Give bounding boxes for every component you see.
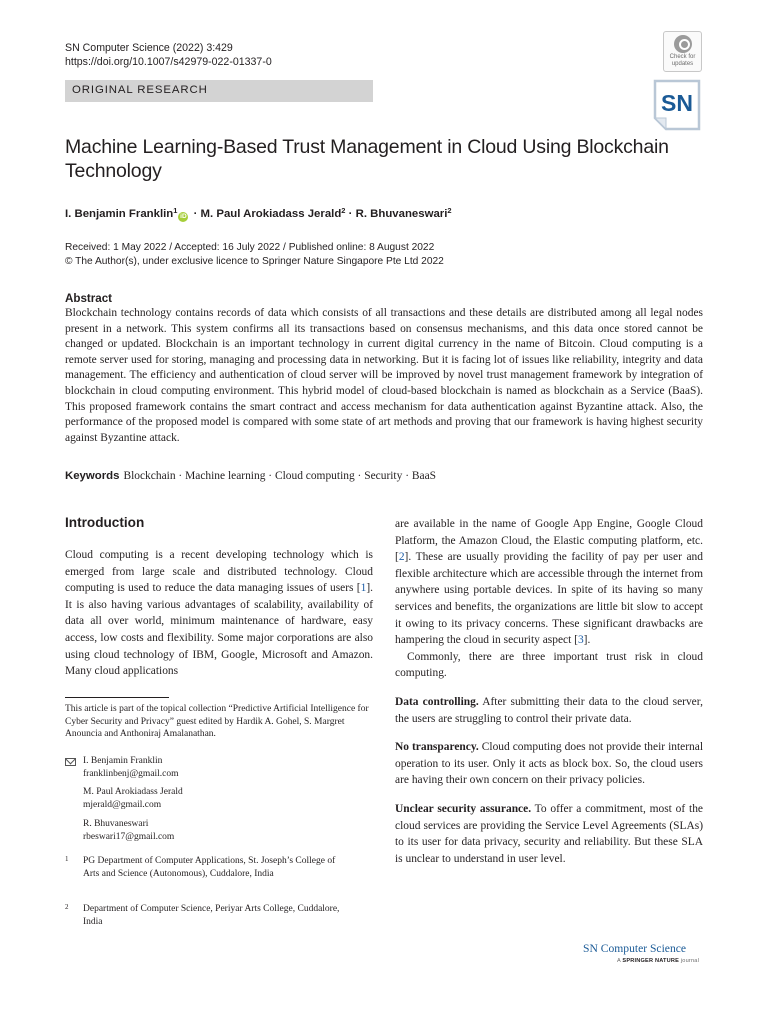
introduction-paragraph: [395, 516, 703, 649]
run-in-heading: Unclear security assurance.: [395, 802, 532, 815]
copyright-line: © The Author(s), under exclusive licence to Springer Nature Singapore Pte Ltd 2022: [65, 256, 444, 267]
affiliation-number: 2: [65, 903, 69, 911]
footnote-divider: [65, 697, 169, 698]
affiliation-number: 1: [65, 855, 69, 863]
footer-journal-name: SN Computer Science: [583, 942, 687, 955]
trust-risk-no-transparency: [395, 739, 703, 789]
article-title: Machine Learning-Based Trust Management in Cloud Using Blockchain Technology: [65, 136, 669, 182]
run-in-heading: Data controlling.: [395, 695, 479, 708]
contact-email[interactable]: mjerald@gmail.com: [83, 799, 162, 810]
abstract-heading: Abstract: [65, 292, 113, 305]
journal-reference: [65, 41, 272, 69]
paragraph-text: Cloud computing is a recent developing technology which is emerged from large scale and distributed technology. Cloud computing is used to reduce the data managing issues of users [: [65, 549, 373, 595]
affiliation-marker: 1: [173, 206, 178, 215]
author-separator: ·: [345, 208, 356, 220]
run-in-heading: No transparency.: [395, 741, 479, 754]
affiliation-text: Department of Computer Science, Periyar Arts College, Cuddalore, India: [83, 904, 340, 927]
sn-journal-logo: [652, 79, 702, 131]
affiliation-marker: 2: [341, 206, 346, 215]
crossmark-icon: [674, 35, 692, 53]
paragraph-text: ]. It is also having various advantages of scalability, availability of data all over world, minimum maintenance of hardware, easy access, low costs and flexibility. Some major corporations are also using cloud technology of IBM, Google, Microsoft and Amazon. Many cloud applications: [65, 582, 373, 678]
keywords-label: Keywords: [65, 470, 120, 482]
publisher-suffix: journal: [679, 958, 700, 964]
introduction-paragraph: Commonly, there are three important trust risk in cloud computing.: [395, 650, 703, 680]
publisher-prefix: A: [617, 958, 623, 964]
paragraph-text: ].: [583, 634, 591, 647]
trust-risk-unclear-security: [395, 801, 703, 867]
paragraph-text: Cloud computing does not provide their internal operation to its user. Only it acts as block box. So, the cloud users are having their own concern on their privacy policies.: [395, 741, 703, 787]
doi-link[interactable]: https://doi.org/10.1007/s42979-022-01337-0: [65, 56, 272, 68]
paragraph-text: ]. These are usually providing the facility of pay per user and flexible architecture which are accessible through the internet from anywhere using portable devices. In spite of its having so many services and benefits, the organizations are little bit slow to accept it owing to its privacy concerns. These significant drawbacks are hampering the cloud in security aspect [: [395, 551, 703, 647]
topical-collection-note: This article is part of the topical collection “Predictive Artificial Intelligence for Cyber Security and Privacy” guest edited by Hardik A. Gohel, S. Margret Anouncia and Anthoniraj Amalanathan.: [65, 704, 369, 739]
paragraph-text: are available in the name of Google App Engine, Google Cloud Platform, the Amazon Cloud, the Elastic computing platform, etc. [: [395, 518, 703, 564]
contact-email[interactable]: franklinbenj@gmail.com: [83, 768, 179, 779]
abstract-body: Blockchain technology contains records of data which consists of all transactions and these details are distributed among all legal nodes present in a network. This system confirms all its transactions based on consensus mechanisms, and this data once stored cannot be changed or updated. Blockchain is an important technology in current digital currency in the name of Bitcoin. Cloud computing is a remote server used for storing, managing and processing data in networking. But it is facing lot of issues like reliability, integrity and data management. The efficiency and authentication of cloud server will be improved by novel trust management framework by integration of blockchain in cloud computing environment. This hybrid model of cloud-based blockchain is named as blockchain as a Service (BaaS). This proposed framework contains the smart contract and access mechanism for data authentication against Byzantine attack. Also, the performance of the proposed model is compared with some state of art methods and proving that our framework is having highest security against Byzantine attack.: [65, 307, 703, 444]
trust-risk-data-controlling: [395, 694, 703, 727]
contact-email[interactable]: rbeswari17@gmail.com: [83, 831, 175, 842]
journal-citation: SN Computer Science (2022) 3:429: [65, 42, 233, 54]
citation-link[interactable]: 3: [577, 634, 584, 647]
author-name[interactable]: R. Bhuvaneswari: [355, 208, 448, 220]
springer-nature-logo: SPRINGER NATURE: [622, 958, 680, 964]
contact-name: M. Paul Arokiadass Jerald: [83, 787, 183, 797]
introduction-paragraph: [65, 547, 373, 680]
article-type-banner: [65, 80, 373, 102]
citation-link[interactable]: 1: [360, 582, 367, 595]
contact-name: I. Benjamin Franklin: [83, 756, 163, 766]
publication-dates: [65, 241, 444, 269]
paragraph-text: After submitting their data to the cloud server, the users are struggling to control their private data.: [395, 695, 703, 725]
keywords-list: Blockchain · Machine learning · Cloud computing · Security · BaaS: [123, 470, 437, 482]
orcid-icon[interactable]: iD: [180, 213, 187, 220]
affiliation-text: PG Department of Computer Applications, St. Joseph’s College of Arts and Science (Autonomous), Cuddalore, India: [83, 856, 336, 879]
keywords-line: [65, 469, 436, 484]
author-name[interactable]: M. Paul Arokiadass Jerald: [200, 208, 342, 220]
author-separator: ·: [190, 208, 201, 220]
article-type-label: ORIGINAL RESEARCH: [72, 84, 208, 96]
paragraph-text: To offer a commitment, most of the cloud services are providing the Service Level Agreements (SLAs) to its user for data privacy, security and reliability. But these SLA is unclear to understand in user level.: [395, 802, 703, 865]
check-updates-label: Check for updates: [669, 54, 696, 67]
citation-link[interactable]: 2: [398, 551, 405, 564]
author-list: [65, 204, 452, 222]
envelope-icon: [65, 758, 76, 766]
affiliation-marker: 2: [447, 206, 452, 215]
section-heading-introduction: Introduction: [65, 515, 145, 530]
sn-logo-text: SN: [661, 90, 693, 116]
check-for-updates-badge[interactable]: [663, 31, 702, 72]
author-name[interactable]: I. Benjamin Franklin: [65, 208, 174, 220]
publication-history: Received: 1 May 2022 / Accepted: 16 July 2022 / Published online: 8 August 2022: [65, 242, 435, 253]
contact-name: R. Bhuvaneswari: [83, 819, 149, 829]
footer-publisher: [617, 958, 699, 964]
right-column: [395, 516, 703, 867]
